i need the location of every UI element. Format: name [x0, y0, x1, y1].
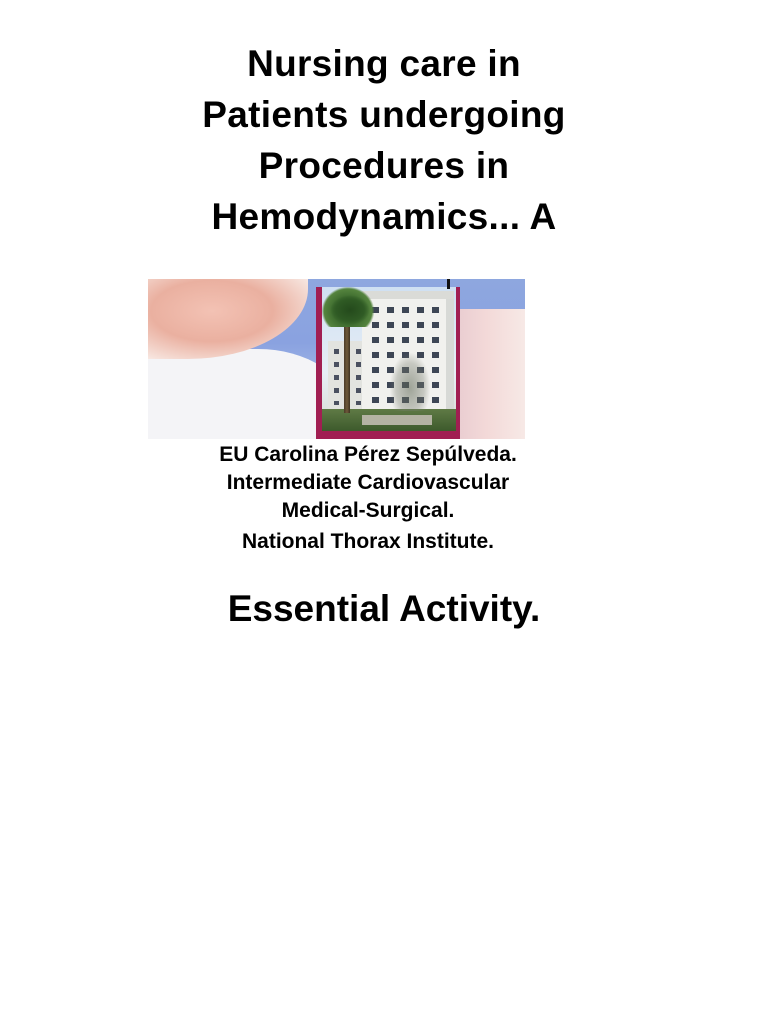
- palm-tree-trunk: [344, 313, 350, 413]
- entrance-path: [362, 415, 432, 425]
- banner-image: [148, 279, 525, 439]
- document-title: [0, 38, 768, 242]
- author-department: Medical-Surgical.: [281, 499, 455, 522]
- author-name: EU Carolina Pérez Sepúlveda.: [219, 443, 517, 466]
- author-unit: Intermediate Cardiovascular: [226, 471, 510, 494]
- document-subtitle: Essential Activity.: [227, 588, 541, 629]
- photo-edge-mark: [447, 279, 450, 289]
- palm-tree-leaves-inner: [330, 295, 370, 325]
- title-line-2: Patients undergoing: [202, 94, 566, 135]
- author-institution: National Thorax Institute.: [241, 530, 495, 553]
- title-line-4: Hemodynamics... A: [211, 196, 557, 237]
- building-roof: [362, 291, 454, 299]
- title-line-1: Nursing care in: [247, 43, 521, 84]
- title-line-3: Procedures in: [258, 145, 510, 186]
- hospital-photo: [322, 287, 456, 431]
- author-block: [0, 441, 736, 556]
- bare-tree: [390, 353, 430, 411]
